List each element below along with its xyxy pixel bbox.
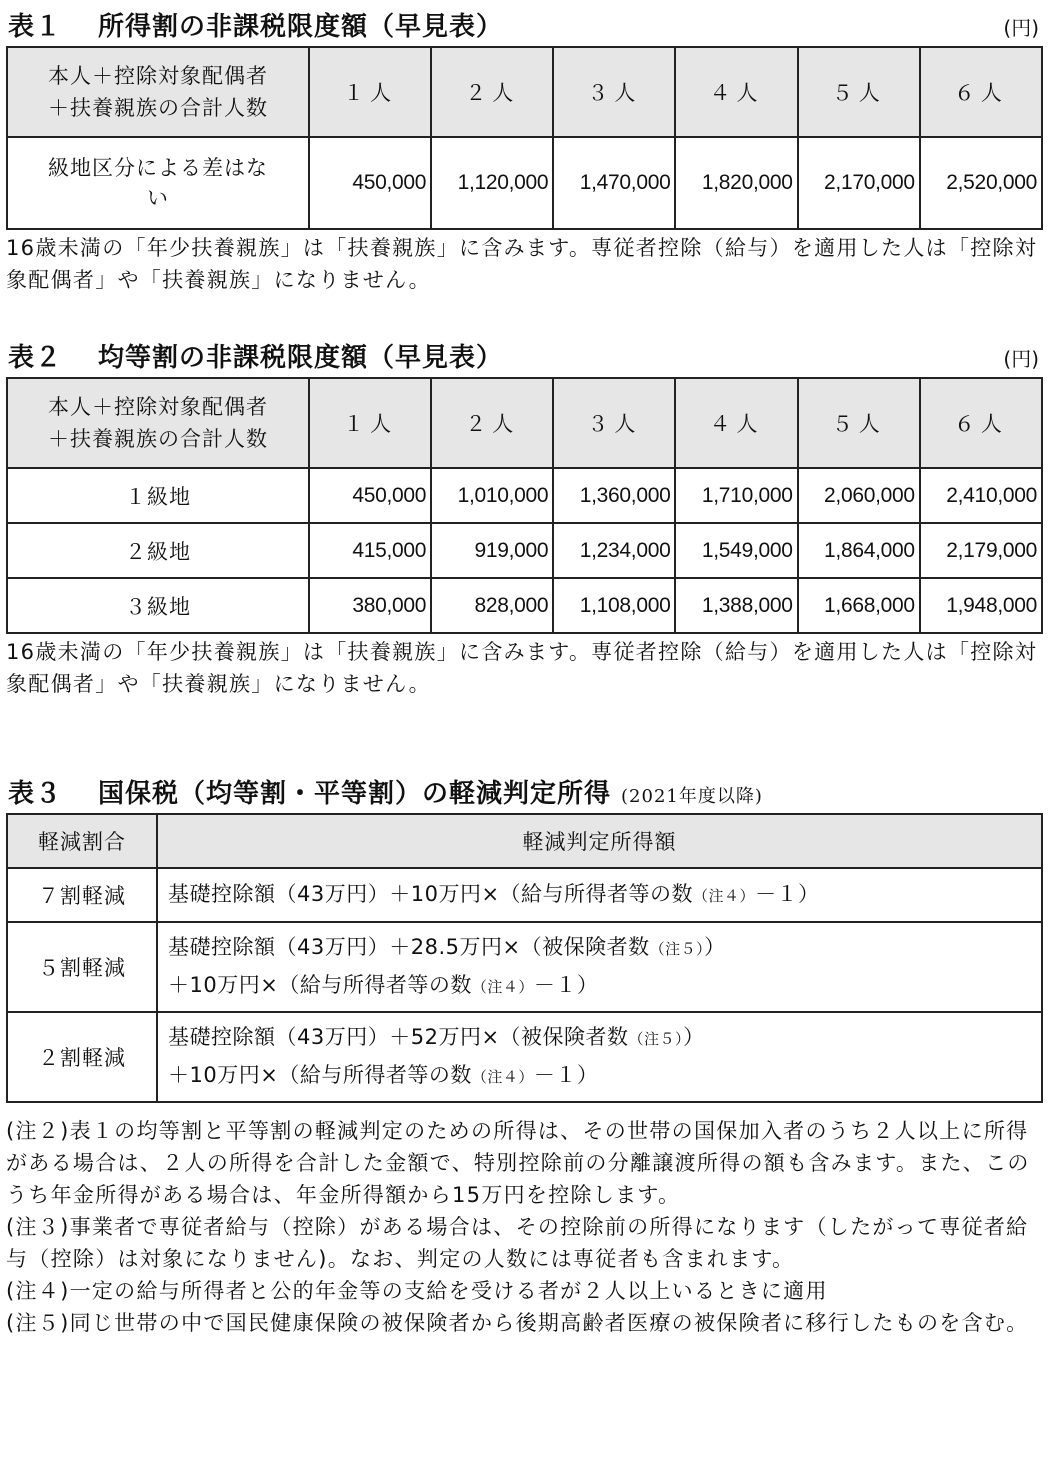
table1-header-left: 本人＋控除対象配偶者 ＋扶養親族の合計人数	[7, 47, 309, 137]
table2-col-header: ５人	[798, 378, 920, 468]
note-ref: （注４）	[471, 1068, 534, 1086]
table-cell: 1,668,000	[798, 578, 920, 633]
table2-title-text: 均等割の非課税限度額（早見表）	[98, 343, 504, 373]
table3-formula	[157, 922, 1042, 1012]
table1-row-label: 級地区分による差はな い	[7, 137, 309, 229]
formula-line: 基礎控除額（43万円）＋52万円×（被保険者数（注５））	[168, 1025, 705, 1049]
table2-header-row	[7, 378, 1042, 468]
table3-title-text: 国保税（均等割・平等割）の軽減判定所得	[98, 779, 612, 809]
formula-line: ＋10万円×（給与所得者等の数（注４）－１）	[168, 1063, 599, 1087]
table2-row-label: ３級地	[7, 578, 309, 633]
footnote: (注４)一定の給与所得者と公的年金等の支給を受ける者が２人以上いるときに適用	[6, 1279, 828, 1303]
table2-row-label: ２級地	[7, 523, 309, 578]
table-row	[7, 137, 1042, 229]
table3-formula	[157, 1012, 1042, 1102]
table2-col-header: ６人	[920, 378, 1042, 468]
table-row	[7, 578, 1042, 633]
table3-title-row	[6, 773, 1043, 813]
table-cell: 2,410,000	[920, 468, 1042, 523]
table-cell: 1,470,000	[553, 137, 675, 229]
table-row	[7, 523, 1042, 578]
table2	[6, 377, 1043, 634]
table1-header-row	[7, 47, 1042, 137]
table-row	[7, 1012, 1042, 1102]
table1-col-header: ３人	[553, 47, 675, 137]
table1-title	[8, 6, 503, 43]
table-cell: 1,234,000	[553, 523, 675, 578]
table-cell: 415,000	[309, 523, 431, 578]
table1-section	[6, 6, 1043, 296]
footnotes	[6, 1115, 1046, 1339]
footnote: (注５)同じ世帯の中で国民健康保険の被保険者から後期高齢者医療の被保険者に移行したものを含む。	[6, 1311, 1029, 1335]
table-cell: 450,000	[309, 137, 431, 229]
table3-row-label: ２割軽減	[7, 1012, 157, 1102]
table3	[6, 813, 1043, 1103]
table2-col-header: ２人	[431, 378, 553, 468]
table3-row-label: ５割軽減	[7, 922, 157, 1012]
table1-col-header: ６人	[920, 47, 1042, 137]
footnote: (注２)表１の均等割と平等割の軽減判定のための所得は、その世帯の国保加入者のうち２人以上に所得がある場合は、２人の所得を合計した金額で、特別控除前の分離譲渡所得の額も含みます。また、このうち年金所得がある場合は、年金所得額から15万円を控除します。	[6, 1119, 1030, 1207]
table-cell: 1,120,000	[431, 137, 553, 229]
table-cell: 2,179,000	[920, 523, 1042, 578]
table3-row-label: ７割軽減	[7, 868, 157, 922]
formula-line: ＋10万円×（給与所得者等の数（注４）－１）	[168, 973, 599, 997]
table-cell: 2,170,000	[798, 137, 920, 229]
table-cell: 1,864,000	[798, 523, 920, 578]
note-ref: （注４）	[471, 978, 534, 996]
table-cell: 919,000	[431, 523, 553, 578]
table1-unit: (円)	[1003, 16, 1039, 40]
table-cell: 1,388,000	[675, 578, 797, 633]
table-cell: 1,948,000	[920, 578, 1042, 633]
formula-line: 基礎控除額（43万円）＋10万円×（給与所得者等の数（注４）－１）	[168, 882, 820, 906]
note-ref: （注５）	[628, 1030, 684, 1048]
table3-formula	[157, 868, 1042, 922]
table2-col-header: １人	[309, 378, 431, 468]
table2-unit: (円)	[1003, 347, 1039, 371]
table-cell: 450,000	[309, 468, 431, 523]
table-row	[7, 922, 1042, 1012]
table-cell: 1,710,000	[675, 468, 797, 523]
table1-note: 16歳未満の「年少扶養親族」は「扶養親族」に含みます。専従者控除（給与）を適用した人は「控除対象配偶者」や「扶養親族」になりません。	[6, 236, 1038, 292]
table-cell: 828,000	[431, 578, 553, 633]
table-cell: 1,010,000	[431, 468, 553, 523]
table3-header: 軽減割合	[7, 814, 157, 868]
table1-col-header: ２人	[431, 47, 553, 137]
table2-title-row	[6, 337, 1043, 377]
table-row	[7, 468, 1042, 523]
table1-col-header: ４人	[675, 47, 797, 137]
table1-title-text: 所得割の非課税限度額（早見表）	[98, 12, 504, 42]
table2-note: 16歳未満の「年少扶養親族」は「扶養親族」に含みます。専従者控除（給与）を適用した人は「控除対象配偶者」や「扶養親族」になりません。	[6, 640, 1038, 696]
table2-header-left: 本人＋控除対象配偶者 ＋扶養親族の合計人数	[7, 378, 309, 468]
table3-header: 軽減判定所得額	[157, 814, 1042, 868]
table2-col-header: ４人	[675, 378, 797, 468]
table2-col-header: ３人	[553, 378, 675, 468]
table-cell: 2,520,000	[920, 137, 1042, 229]
table-cell: 1,820,000	[675, 137, 797, 229]
table-cell: 1,108,000	[553, 578, 675, 633]
table-row	[7, 868, 1042, 922]
table-cell: 1,549,000	[675, 523, 797, 578]
table-cell: 1,360,000	[553, 468, 675, 523]
table3-number: 表３	[8, 779, 63, 809]
formula-line: 基礎控除額（43万円）＋28.5万円×（被保険者数（注５））	[168, 935, 726, 959]
table2-title	[8, 337, 503, 374]
table3-section	[6, 773, 1043, 1103]
table-cell: 380,000	[309, 578, 431, 633]
table2-number: 表２	[8, 343, 63, 373]
table1	[6, 46, 1043, 230]
table3-title	[8, 773, 763, 810]
note-ref: （注５）	[649, 940, 705, 958]
table1-title-row	[6, 6, 1043, 46]
footnote: (注３)事業者で専従者給与（控除）がある場合は、その控除前の所得になります（したがって専従者給与（控除）は対象になりません)。なお、判定の人数には専従者も含まれます。	[6, 1215, 1029, 1271]
table3-header-row	[7, 814, 1042, 868]
table1-number: 表１	[8, 12, 63, 42]
table1-col-header: ５人	[798, 47, 920, 137]
table2-row-label: １級地	[7, 468, 309, 523]
table-cell: 2,060,000	[798, 468, 920, 523]
table3-period: (2021年度以降)	[621, 786, 763, 807]
table2-section	[6, 337, 1043, 700]
table1-col-header: １人	[309, 47, 431, 137]
note-ref: （注４）	[693, 887, 756, 905]
